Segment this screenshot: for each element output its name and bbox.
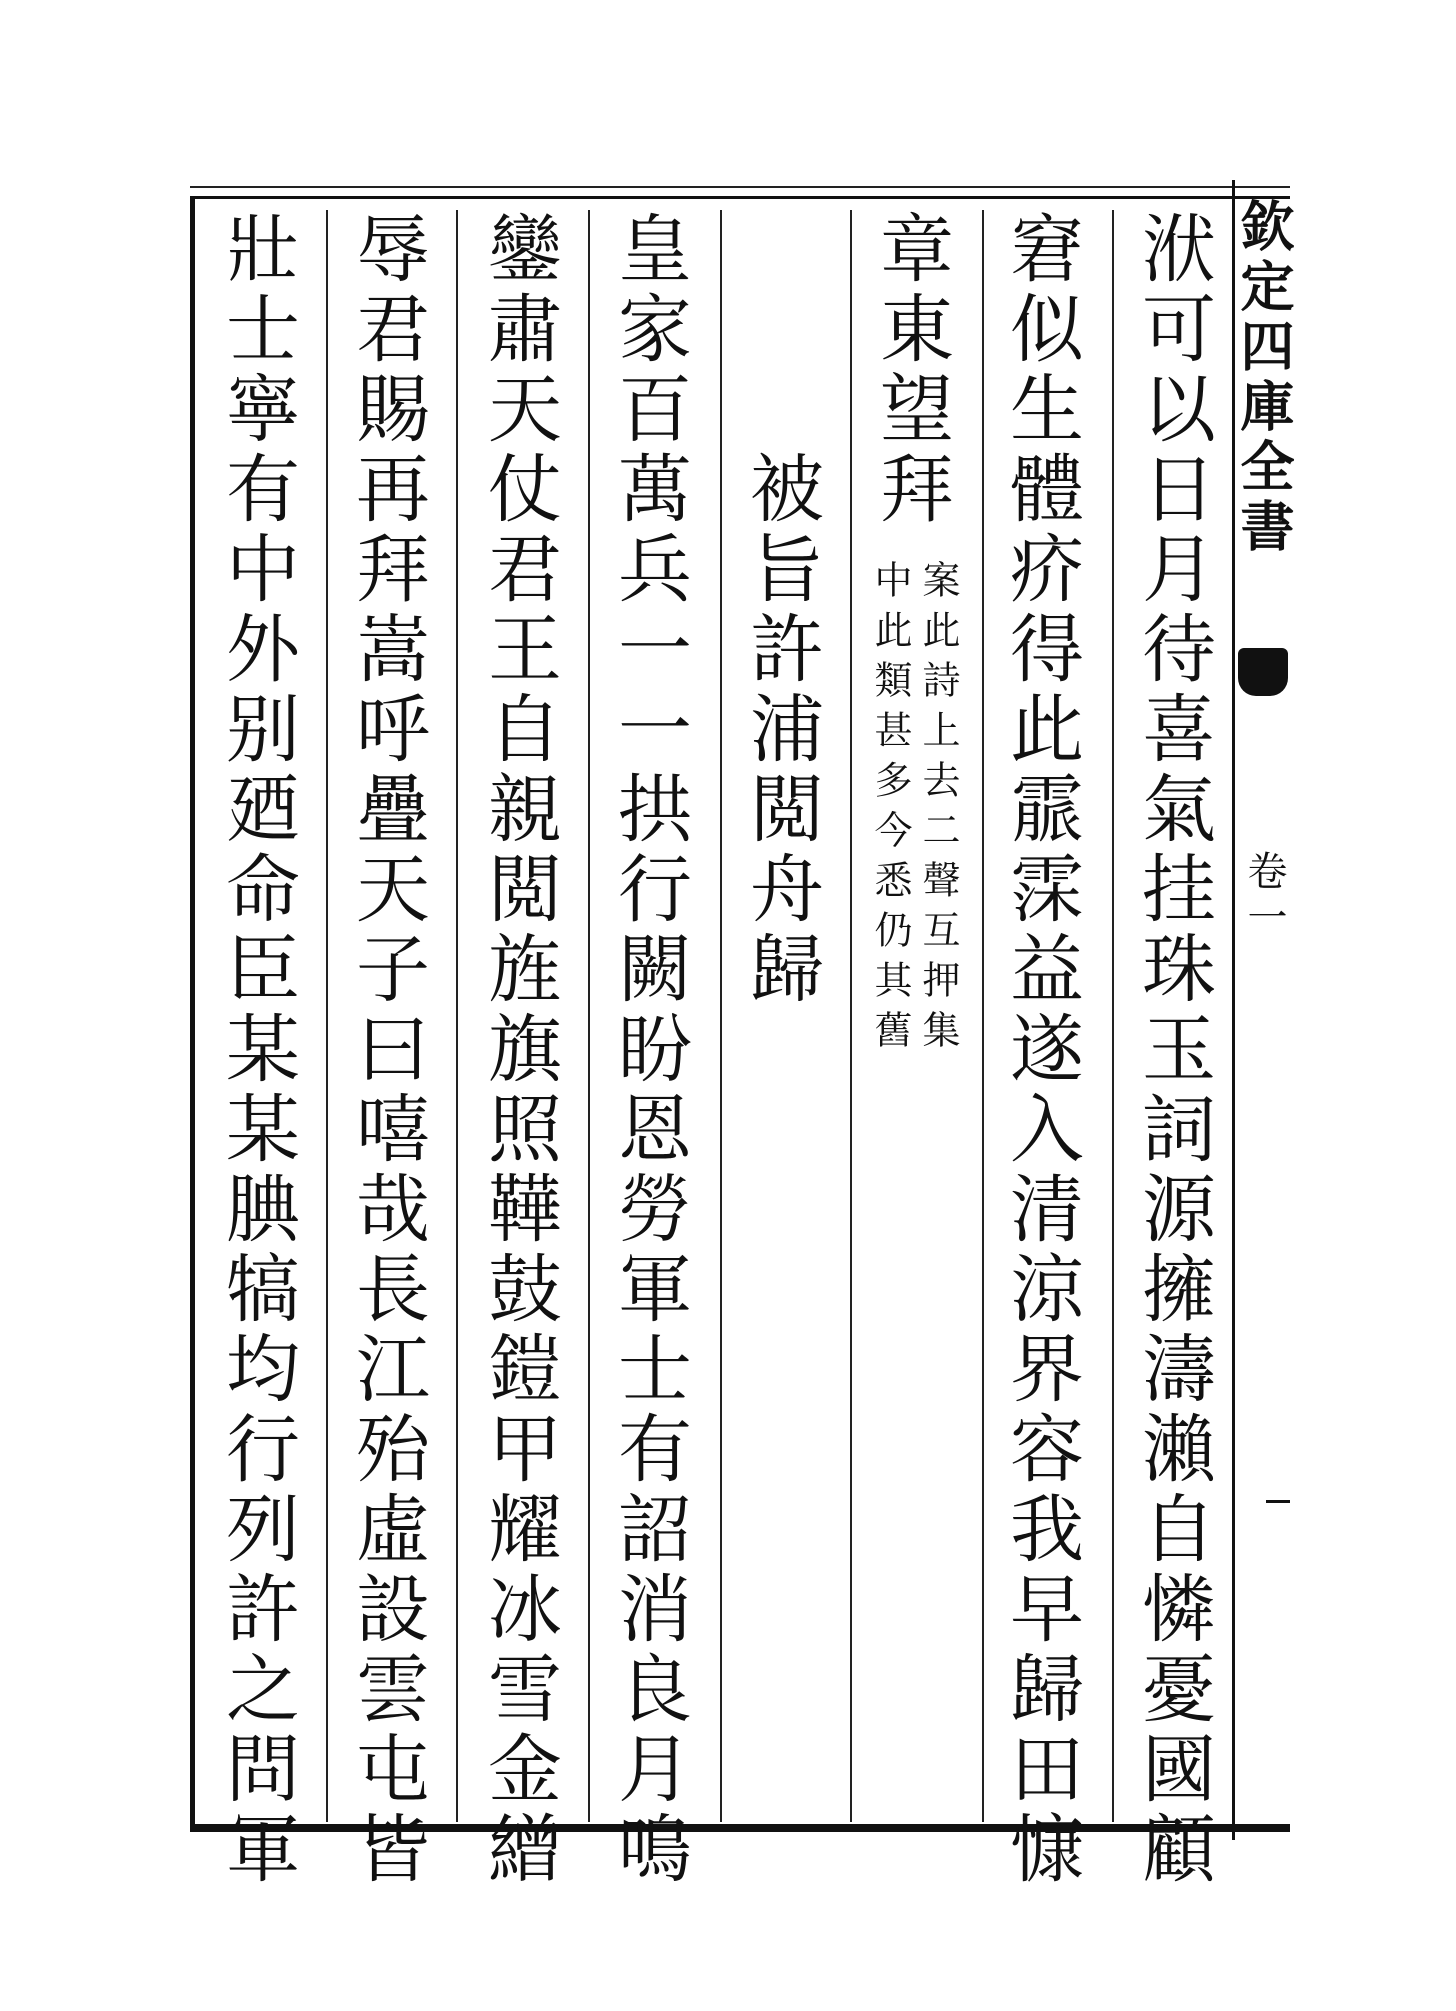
annotation-line-2: 中此類甚多今悉仍其舊 xyxy=(868,560,912,1060)
column-divider xyxy=(588,210,590,1822)
column-divider xyxy=(326,210,328,1822)
text-column-2: 窘似生體疥得此霢霂益遂入清涼界容我早歸田慷 xyxy=(998,210,1084,1890)
text-column-1: 洑可以日月待喜氣挂珠玉詞源擁濤瀨自憐憂國顧 xyxy=(1130,210,1216,1890)
poem-title: 被旨許浦閲舟歸 xyxy=(738,450,824,1010)
column-divider xyxy=(720,210,722,1822)
text-column-5: 皇家百萬兵一一拱行闕盼恩勞軍士有詔消良月鳴 xyxy=(606,210,692,1890)
text-column-3: 章東望拜 xyxy=(868,210,954,530)
fish-tail-icon xyxy=(1238,648,1288,696)
text-column-8: 壯士寧有中外别廼命臣某某腆犒均行列許之問軍 xyxy=(214,210,300,1890)
column-divider xyxy=(850,210,852,1822)
annotation-line-1: 案此詩上去二聲互押集 xyxy=(916,560,960,1060)
margin-volume-label: 卷一 xyxy=(1241,850,1287,942)
margin-tick-mark xyxy=(1266,1500,1290,1503)
column-divider xyxy=(456,210,458,1822)
text-column-6: 鑾肅天仗君王自親閲旌旗照鞾鼓鎧甲耀冰雪金繒 xyxy=(476,210,562,1890)
column-divider xyxy=(1112,210,1114,1822)
column-divider xyxy=(982,210,984,1822)
text-column-7: 辱君賜再拜嵩呼疊天子曰嘻哉長江殆虛設雲屯皆 xyxy=(344,210,430,1890)
frame-top-rule xyxy=(190,186,1290,188)
margin-book-title: 欽定四庫全書 xyxy=(1232,198,1296,558)
